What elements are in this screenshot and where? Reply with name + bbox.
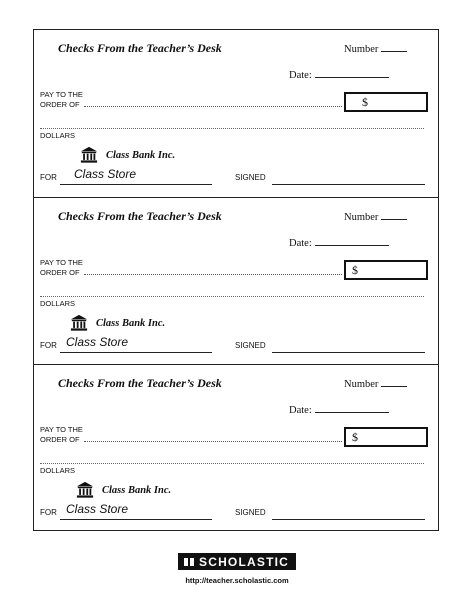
date-label: Date: xyxy=(289,238,312,249)
pay-to-line1: PAY TO THE xyxy=(40,425,83,434)
dollars-line[interactable] xyxy=(40,463,424,464)
check-1 xyxy=(34,30,438,197)
dollars-label: DOLLARS xyxy=(40,131,76,140)
check-date-field[interactable] xyxy=(289,403,389,416)
number-blank[interactable] xyxy=(381,42,407,52)
dollars-label: DOLLARS xyxy=(40,299,76,308)
pay-to-line2: ORDER OF xyxy=(40,99,80,109)
check-3 xyxy=(34,364,438,531)
number-blank[interactable] xyxy=(381,377,407,387)
dollars-line[interactable] xyxy=(40,128,424,129)
open-book-icon xyxy=(184,557,194,567)
for-value: Class Store xyxy=(66,502,129,516)
check-title: Checks From the Teacher’s Desk xyxy=(58,376,222,390)
date-blank[interactable] xyxy=(315,68,389,78)
bank-building-icon xyxy=(80,146,98,164)
number-blank[interactable] xyxy=(381,210,407,220)
bank-building-icon xyxy=(70,314,88,332)
number-label: Number xyxy=(344,212,379,223)
bank-building-icon xyxy=(76,481,94,499)
logo-text: SCHOLASTIC xyxy=(199,554,289,569)
signed-label: SIGNED xyxy=(235,341,266,350)
signature-line[interactable] xyxy=(272,352,425,353)
payee-line[interactable] xyxy=(84,441,342,442)
footer xyxy=(0,553,474,585)
signature-line[interactable] xyxy=(272,519,425,520)
date-blank[interactable] xyxy=(315,236,389,246)
payee-line[interactable] xyxy=(84,106,342,107)
check-number-field[interactable] xyxy=(344,377,407,390)
amount-box[interactable] xyxy=(344,427,428,447)
date-label: Date: xyxy=(289,70,312,81)
pay-to-line1: PAY TO THE xyxy=(40,90,83,99)
check-title: Checks From the Teacher’s Desk xyxy=(58,41,222,55)
for-label: FOR xyxy=(40,341,57,350)
for-label: FOR xyxy=(40,173,57,182)
bank-name: Class Bank Inc. xyxy=(96,317,166,329)
dollar-sign: $ xyxy=(362,95,368,109)
bank-info xyxy=(76,481,171,499)
check-sheet xyxy=(33,29,439,531)
for-line[interactable] xyxy=(60,352,212,353)
pay-to-line1: PAY TO THE xyxy=(40,258,83,267)
dollars-label: DOLLARS xyxy=(40,466,76,475)
pay-to-line2: ORDER OF xyxy=(40,267,80,277)
signature-line[interactable] xyxy=(272,184,425,185)
for-line[interactable] xyxy=(60,184,212,185)
amount-box[interactable] xyxy=(344,260,428,280)
dollar-sign: $ xyxy=(352,430,358,444)
pay-to-label xyxy=(40,258,83,277)
scholastic-logo[interactable] xyxy=(178,553,296,570)
for-value: Class Store xyxy=(66,335,129,349)
number-label: Number xyxy=(344,44,379,55)
date-label: Date: xyxy=(289,405,312,416)
bank-info xyxy=(70,314,165,332)
for-value: Class Store xyxy=(74,167,137,181)
check-number-field[interactable] xyxy=(344,210,407,223)
bank-name: Class Bank Inc. xyxy=(102,484,172,496)
pay-to-label xyxy=(40,425,83,444)
amount-box[interactable] xyxy=(344,92,428,112)
date-blank[interactable] xyxy=(315,403,389,413)
dollars-line[interactable] xyxy=(40,296,424,297)
number-label: Number xyxy=(344,379,379,390)
pay-to-label xyxy=(40,90,83,109)
footer-url[interactable]: http://teacher.scholastic.com xyxy=(185,575,289,585)
bank-name: Class Bank Inc. xyxy=(106,149,176,161)
bank-info xyxy=(80,146,175,164)
for-label: FOR xyxy=(40,508,57,517)
signed-label: SIGNED xyxy=(235,173,266,182)
check-date-field[interactable] xyxy=(289,68,389,81)
pay-to-line2: ORDER OF xyxy=(40,434,80,444)
signed-label: SIGNED xyxy=(235,508,266,517)
check-number-field[interactable] xyxy=(344,42,407,55)
dollar-sign: $ xyxy=(352,263,358,277)
check-date-field[interactable] xyxy=(289,236,389,249)
check-2 xyxy=(34,197,438,364)
for-line[interactable] xyxy=(60,519,212,520)
check-title: Checks From the Teacher’s Desk xyxy=(58,209,222,223)
payee-line[interactable] xyxy=(84,274,342,275)
